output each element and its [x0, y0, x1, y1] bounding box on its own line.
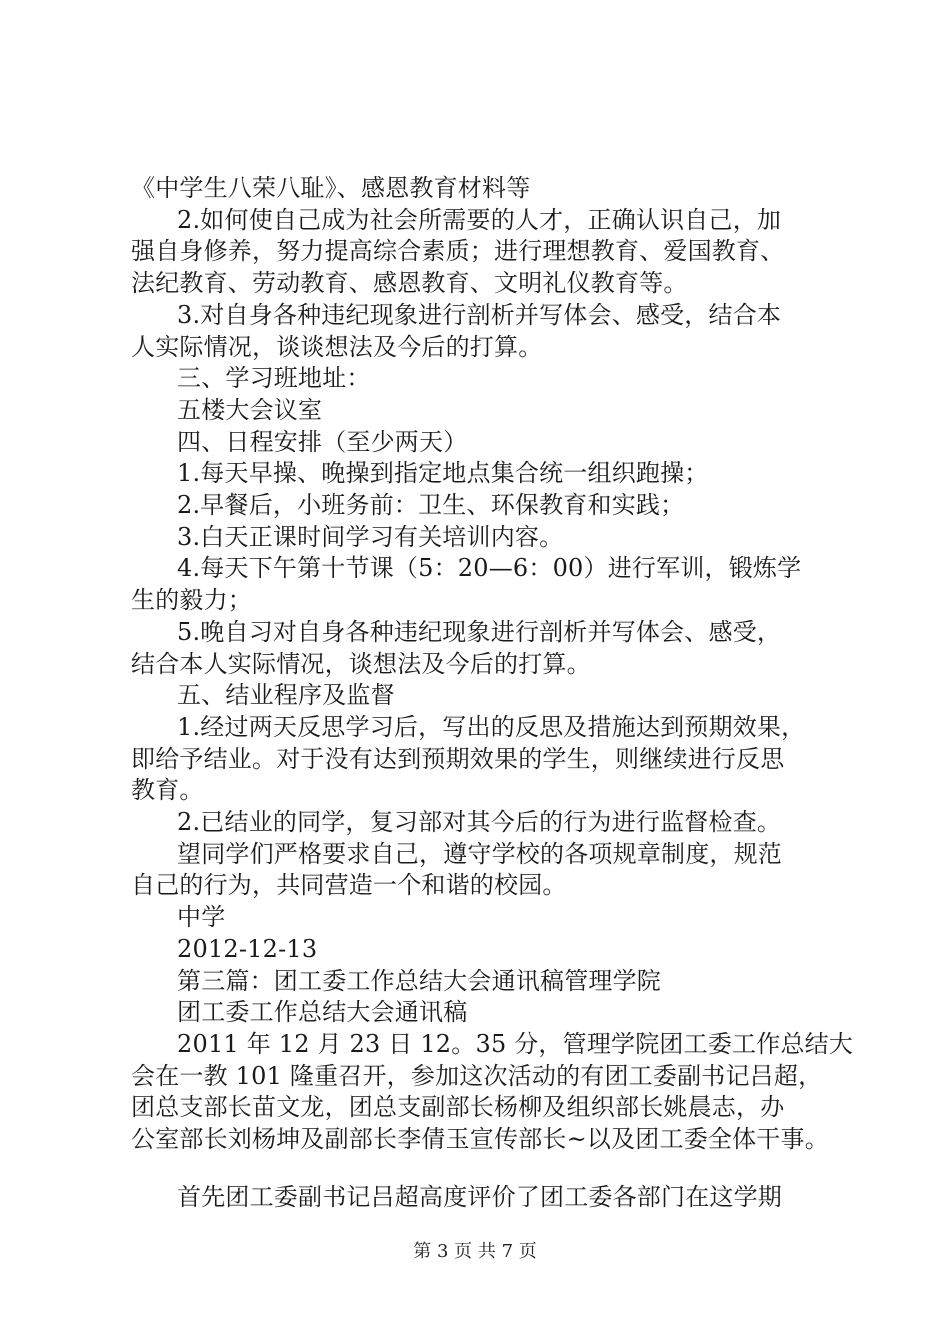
text-line: 《中学生八荣八耻》、感恩教育材料等	[131, 174, 531, 202]
text-line: 结合本人实际情况，谈想法及今后的打算。	[131, 649, 591, 678]
text-line: 团总支部长苗文龙，团总支副部长杨柳及组织部长姚晨志，办	[131, 1093, 785, 1122]
text-line: 五、结业程序及监督	[177, 681, 395, 710]
text-line: 教育。	[131, 776, 204, 805]
text-line: 强自身修养，努力提高综合素质；进行理想教育、爱国教育、	[131, 237, 785, 266]
text-line: 5.晚自习对自身各种违纪现象进行剖析并写体会、感受，	[177, 617, 782, 646]
text-line: 3.白天正课时间学习有关培训内容。	[177, 522, 564, 551]
paragraph-spacer	[131, 1156, 831, 1182]
text-line: 2.如何使自己成为社会所需要的人才，正确认识自己，加	[177, 205, 782, 234]
text-line: 中学	[177, 903, 226, 932]
text-line: 团工委工作总结大会通讯稿	[177, 998, 468, 1027]
text-line: 即给予结业。对于没有达到预期效果的学生，则继续进行反思	[131, 744, 785, 773]
text-line: 2.已结业的同学，复习部对其今后的行为进行监督检查。	[177, 808, 782, 837]
text-line: 三、学习班地址：	[177, 364, 371, 393]
text-line: 四、日程安排（至少两天）	[177, 427, 468, 456]
text-line: 2011 年 12 月 23 日 12。35 分，管理学院团工委工作总结大	[177, 1029, 854, 1058]
text-line: 法纪教育、劳动教育、感恩教育、文明礼仪教育等。	[131, 269, 688, 298]
text-line: 1.经过两天反思学习后，写出的反思及措施达到预期效果，	[177, 712, 806, 741]
text-line: 公室部长刘杨坤及副部长李倩玉宣传部长~以及团工委全体干事。	[131, 1125, 829, 1154]
text-line: 人实际情况，谈谈想法及今后的打算。	[131, 332, 543, 361]
text-line: 望同学们严格要求自己，遵守学校的各项规章制度，规范	[177, 839, 782, 868]
text-line: 4.每天下午第十节课（5：20—6：00）进行军训，锻炼学	[177, 554, 802, 583]
text-line: 会在一教 101 隆重召开，参加这次活动的有团工委副书记吕超，	[131, 1061, 823, 1090]
text-line: 五楼大会议室	[177, 395, 323, 424]
text-line: 2.早餐后，小班务前：卫生、环保教育和实践；	[177, 491, 685, 520]
text-line: 2012-12-13	[177, 934, 318, 963]
text-line: 自己的行为，共同营造一个和谐的校园。	[131, 871, 567, 900]
page-footer: 第 3 页 共 7 页	[413, 1241, 537, 1262]
text-line: 第三篇：团工委工作总结大会通讯稿管理学院	[177, 966, 661, 995]
text-line: 生的毅力；	[131, 586, 252, 615]
document-body	[131, 173, 854, 1214]
text-line: 3.对自身各种违纪现象进行剖析并写体会、感受，结合本	[177, 300, 782, 329]
text-line: 首先团工委副书记吕超高度评价了团工委各部门在这学期	[177, 1182, 782, 1211]
text-line: 1.每天早操、晚操到指定地点集合统一组织跑操；	[177, 459, 709, 488]
